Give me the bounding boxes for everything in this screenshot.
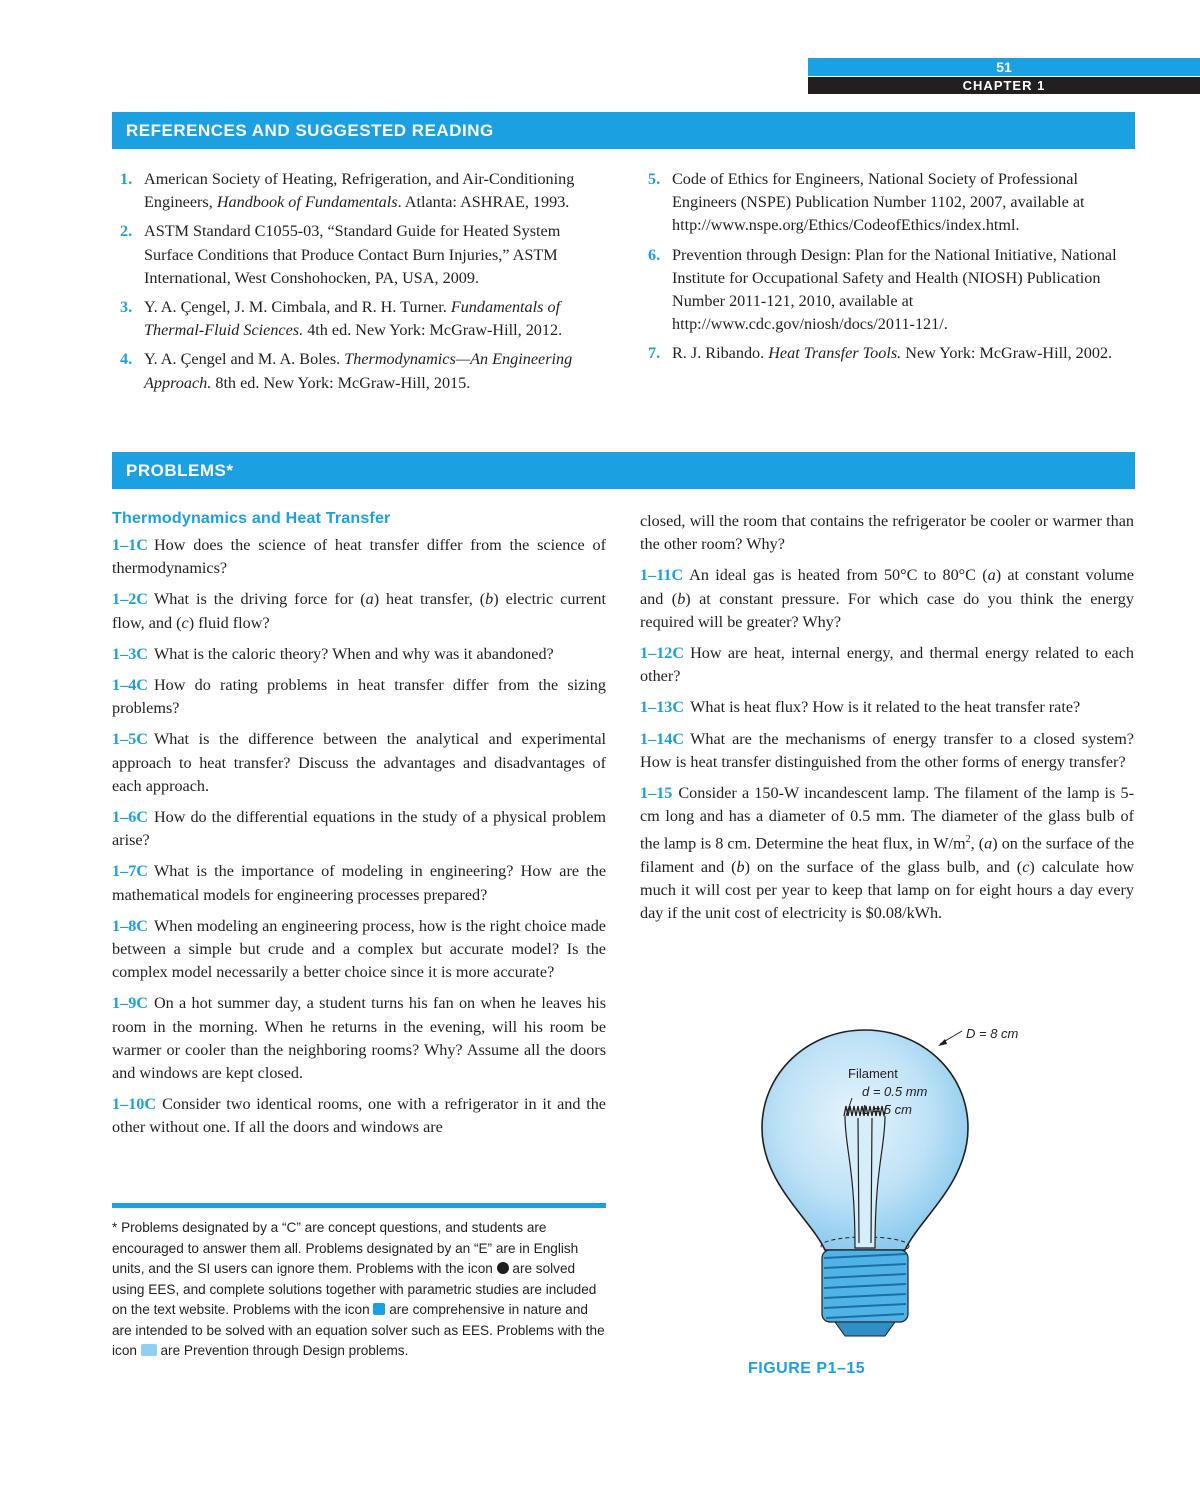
problem-1-6C — [112, 806, 606, 852]
problem-id: 1–4C — [112, 676, 148, 695]
bulb-diameter-label: D = 8 cm — [966, 1026, 1019, 1041]
problem-1-1C — [112, 534, 606, 580]
prevention-design-icon — [141, 1344, 157, 1356]
problem-1-7C — [112, 860, 606, 906]
reference-text: Y. A. Çengel, J. M. Cimbala, and R. H. Turner. — [144, 298, 451, 317]
filament-diameter-label: d = 0.5 mm — [862, 1084, 928, 1099]
problem-1-10C-continued: closed, will the room that contains the refrigerator be cooler or warmer than the other room? Why? — [640, 512, 1134, 554]
problem-id: 1–11C — [640, 566, 684, 585]
problem-1-2C — [112, 588, 606, 634]
problem-id: 1–6C — [112, 808, 148, 827]
problem-text: On a hot summer day, a student turns his fan on when he leaves his room in the morning. When he returns in the evening, will his room be warmer or cooler than the neighboring rooms? Why? Assume all the doors and windows are kept closed. — [112, 994, 606, 1083]
references-heading: REFERENCES AND SUGGESTED READING — [112, 112, 1135, 149]
reference-text: 8th ed. New York: McGraw-Hill, 2015. — [211, 373, 471, 392]
problem-1-15 — [640, 782, 1134, 926]
problem-text: ) calculate how much it will cost per year to keep that lamp on for eight hours a day every day if the unit cost of electricity is $0.08/kWh. — [640, 858, 1135, 923]
problem-id: 1–3C — [112, 644, 148, 663]
problem-text: Consider a 150-W incandescent lamp. The filament of the lamp is 5-cm long and has a diameter of 0.5 mm. The diameter of the glass bulb of the lamp is 8 cm. Determine the heat flux, in W/m — [640, 784, 1134, 853]
reference-item — [112, 348, 606, 394]
problem-text: ) at constant volume and ( — [640, 566, 1134, 608]
reference-text: 4th ed. New York: McGraw-Hill, 2012. — [303, 321, 563, 340]
problem-text: a — [984, 834, 993, 853]
problems-heading: PROBLEMS* — [112, 452, 1135, 489]
reference-text: American Society of Heating, Refrigeration, and Air-Conditioning Engineers, — [144, 170, 575, 212]
footnote — [112, 1218, 606, 1362]
problem-text: An ideal gas is heated from 50°C to 80°C ( — [689, 566, 988, 585]
problem-text: When modeling an engineering process, how is the right choice made between a simple but crude and a complex but accurate model? Is the complex model necessarily a better choice since it is more accurate? — [112, 916, 606, 982]
reference-title: Handbook of Fundamentals — [216, 193, 398, 212]
footnote-divider — [112, 1203, 606, 1208]
problem-text: What is the importance of modeling in engineering? How are the mathematical models for engineering processes prepared? — [112, 862, 606, 904]
problem-text: c — [181, 613, 189, 632]
reference-text: New York: McGraw-Hill, 2002. — [901, 344, 1113, 363]
problem-1-11C — [640, 564, 1134, 634]
problem-text: ) electric current flow, and ( — [112, 590, 606, 632]
problem-1-14C — [640, 728, 1134, 774]
reference-number: 5. — [648, 170, 661, 188]
problem-text: What is the caloric theory? When and why was it abandoned? — [153, 644, 554, 663]
reference-number: 3. — [120, 298, 133, 317]
reference-item — [640, 168, 1134, 238]
screw-base — [822, 1250, 908, 1336]
problem-id: 1–1C — [112, 536, 148, 554]
footnote-text: are solved using EES, and complete solutions together with parametric studies are included on the text website. Problems with the icon — [112, 1261, 597, 1317]
problem-text: ) heat transfer, ( — [373, 590, 486, 609]
references-right-column — [640, 168, 1134, 372]
problem-id: 1–10C — [112, 1095, 157, 1114]
chapter-label: CHAPTER 1 — [808, 77, 1200, 94]
problem-id: 1–2C — [112, 590, 148, 609]
problem-text: ) at constant pressure. For which case do you think the energy required will be greater? Why? — [640, 589, 1134, 631]
problem-id: 1–9C — [112, 994, 148, 1013]
reference-text: Y. A. Çengel and M. A. Boles. — [144, 350, 345, 369]
problem-text: , ( — [970, 834, 985, 853]
problem-id: 1–15 — [640, 784, 673, 803]
arrowhead-icon — [938, 1039, 947, 1046]
problem-id: 1–14C — [640, 729, 685, 748]
problem-1-12C — [640, 642, 1134, 688]
problem-text: ) on the surface of the filament and ( — [640, 834, 1135, 877]
problem-text: How do the differential equations in the study of a physical problem arise? — [112, 808, 606, 850]
problem-text: ) on the surface of the glass bulb, and ( — [744, 858, 1023, 877]
reference-text: R. J. Ribando. — [672, 344, 769, 363]
problem-1-3C — [112, 643, 606, 666]
reference-number: 1. — [120, 170, 133, 188]
problem-text: How do rating problems in heat transfer differ from the sizing problems? — [112, 676, 606, 718]
reference-item — [112, 168, 606, 214]
reference-number: 2. — [120, 222, 133, 241]
reference-title: Heat Transfer Tools. — [768, 344, 902, 363]
ees-icon — [497, 1262, 509, 1274]
problem-text: b — [677, 589, 686, 608]
problem-text: What is the difference between the analytical and experimental approach to heat transfer? Discuss the advantages and disadvantages of each approach. — [112, 730, 606, 795]
problems-right-column — [640, 510, 1134, 934]
problem-1-5C — [112, 728, 606, 798]
problem-text: What are the mechanisms of energy transfer to a closed system? How is heat transfer distinguished from the other forms of energy transfer? — [640, 729, 1134, 771]
problem-text: a — [365, 590, 374, 609]
problem-id: 1–8C — [112, 916, 148, 935]
problem-text: What is the driving force for ( — [153, 590, 366, 609]
problem-text: ) fluid flow? — [188, 613, 270, 632]
problem-1-13C — [640, 696, 1134, 719]
figure-caption: FIGURE P1–15 — [748, 1360, 866, 1377]
reference-title: Fundamentals of Thermal-Fluid Sciences. — [144, 298, 561, 340]
problem-id: 1–5C — [112, 730, 148, 749]
footnote-text: are Prevention through Design problems. — [156, 1343, 409, 1358]
references-left-column — [112, 168, 606, 401]
reference-text: Prevention through Design: Plan for the National Initiative, National Institute for Occupational Safety and Health (NIOSH) Publication Number 2011-121, 2010, available at http://www.cdc.gov/niosh/docs/2011-121/. — [672, 245, 1117, 334]
page-number: 51 — [808, 58, 1200, 76]
problem-id: 1–12C — [640, 644, 685, 663]
reference-text: . Atlanta: ASHRAE, 1993. — [397, 193, 570, 212]
problem-text: Consider two identical rooms, one with a refrigerator in it and the other without one. If all the doors and windows are — [112, 1095, 606, 1137]
light-bulb-illustration — [740, 1018, 1070, 1358]
reference-item — [112, 296, 606, 342]
reference-item — [112, 220, 606, 290]
footnote-text: * Problems designated by a “C” are concept questions, and students are encouraged to answer them all. Problems designated by an “E” are in English units, and the SI users can ignore them. Problems with the icon — [112, 1220, 579, 1276]
reference-number: 7. — [648, 344, 661, 363]
reference-item — [640, 342, 1134, 365]
problem-id: 1–13C — [640, 698, 685, 717]
reference-number: 6. — [648, 245, 661, 264]
problem-text: How does the science of heat transfer differ from the science of thermodynamics? — [112, 536, 606, 578]
problem-1-9C — [112, 992, 606, 1085]
problem-1-8C — [112, 915, 606, 985]
filament-length-label: L = 5 cm — [862, 1102, 912, 1117]
problem-text: b — [736, 858, 745, 877]
problem-text: a — [987, 566, 996, 585]
problems-left-column — [112, 510, 606, 1148]
problem-text: What is heat flux? How is it related to the heat transfer rate? — [690, 698, 1081, 717]
reference-text: ASTM Standard C1055-03, “Standard Guide for Heated System Surface Conditions that Produce Contact Burn Injuries,” ASTM International, West Conshohocken, PA, USA, 2009. — [144, 222, 561, 287]
reference-title: Thermodynamics—An Engineering Approach. — [144, 350, 573, 392]
problem-text: 2 — [965, 834, 971, 846]
problem-text: c — [1022, 858, 1030, 877]
light-bulb-figure — [740, 1018, 1070, 1358]
reference-number: 4. — [120, 350, 133, 369]
problem-text: b — [485, 590, 494, 609]
problem-1-10C — [112, 1093, 606, 1139]
problem-1-4C — [112, 674, 606, 720]
problem-text: How are heat, internal energy, and thermal energy related to each other? — [640, 644, 1134, 686]
footnote-text: are comprehensive in nature and are intended to be solved with an equation solver such as EES. Problems with the icon — [112, 1302, 605, 1358]
problem-id: 1–7C — [112, 862, 148, 881]
reference-text: Code of Ethics for Engineers, National Society of Professional Engineers (NSPE) Publication Number 1102, 2007, available at http://www.nspe.org/Ethics/CodeofEthics/index.html. — [672, 170, 1085, 235]
reference-item — [640, 244, 1134, 337]
subsection-title: Thermodynamics and Heat Transfer — [112, 510, 391, 527]
comprehensive-problem-icon — [373, 1303, 385, 1315]
filament-label: Filament — [848, 1066, 898, 1081]
